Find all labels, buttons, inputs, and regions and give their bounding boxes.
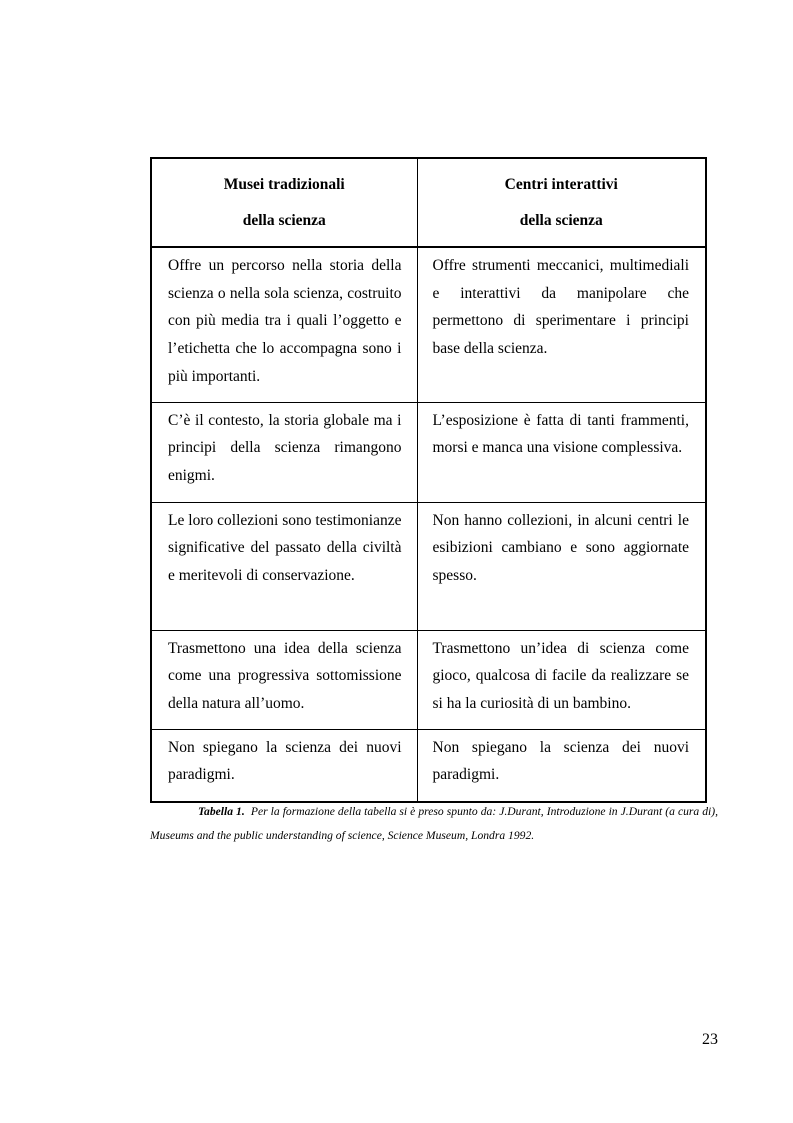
table-cell: Trasmettono un’idea di scienza come gioco, qualcosa di facile da realizzare se si ha la curiosità di un bambino. xyxy=(417,630,706,729)
header-traditional-museums xyxy=(151,158,417,247)
header-line: della scienza xyxy=(242,212,326,229)
table-cell: Offre strumenti meccanici, multimediali e interattivi da manipolare che permettono di sperimentare i principi base della scienza. xyxy=(417,247,706,402)
table-cell: Non hanno collezioni, in alcuni centri le esibizioni cambiano e sono aggiornate spesso. xyxy=(417,502,706,630)
header-line: Centri interattivi xyxy=(504,176,618,193)
table-cell: Offre un percorso nella storia della scienza o nella sola scienza, costruito con più media tra i quali l’oggetto e l’etichetta che lo accompagna sono i più importanti. xyxy=(151,247,417,402)
caption-text: Per la formazione della tabella si è preso spunto da: J.Durant, Introduzione in J.Durant (a cura di), Museums and the public understanding of science, Science Museum, Londra 1992. xyxy=(150,805,719,842)
table-row xyxy=(151,729,706,802)
table-row xyxy=(151,502,706,630)
table-row xyxy=(151,630,706,729)
table-cell: Non spiegano la scienza dei nuovi paradigmi. xyxy=(151,729,417,802)
comparison-table xyxy=(150,157,707,803)
table-cell: Trasmettono una idea della scienza come una progressiva sottomissione della natura all’uomo. xyxy=(151,630,417,729)
header-interactive-centers xyxy=(417,158,706,247)
table-header-row xyxy=(151,158,706,247)
table-cell: Non spiegano la scienza dei nuovi paradigmi. xyxy=(417,729,706,802)
page-number: 23 xyxy=(702,1031,718,1048)
header-line: Musei tradizionali xyxy=(223,176,345,193)
comparison-table-container xyxy=(150,157,705,803)
table-row xyxy=(151,402,706,502)
table-caption xyxy=(150,800,718,848)
caption-label: Tabella 1. xyxy=(198,805,245,818)
table-cell: L’esposizione è fatta di tanti frammenti, morsi e manca una visione complessiva. xyxy=(417,402,706,502)
header-line: della scienza xyxy=(519,212,603,229)
table-cell: C’è il contesto, la storia globale ma i principi della scienza rimangono enigmi. xyxy=(151,402,417,502)
table-cell: Le loro collezioni sono testimonianze significative del passato della civiltà e meritevoli di conservazione. xyxy=(151,502,417,630)
table-row xyxy=(151,247,706,402)
